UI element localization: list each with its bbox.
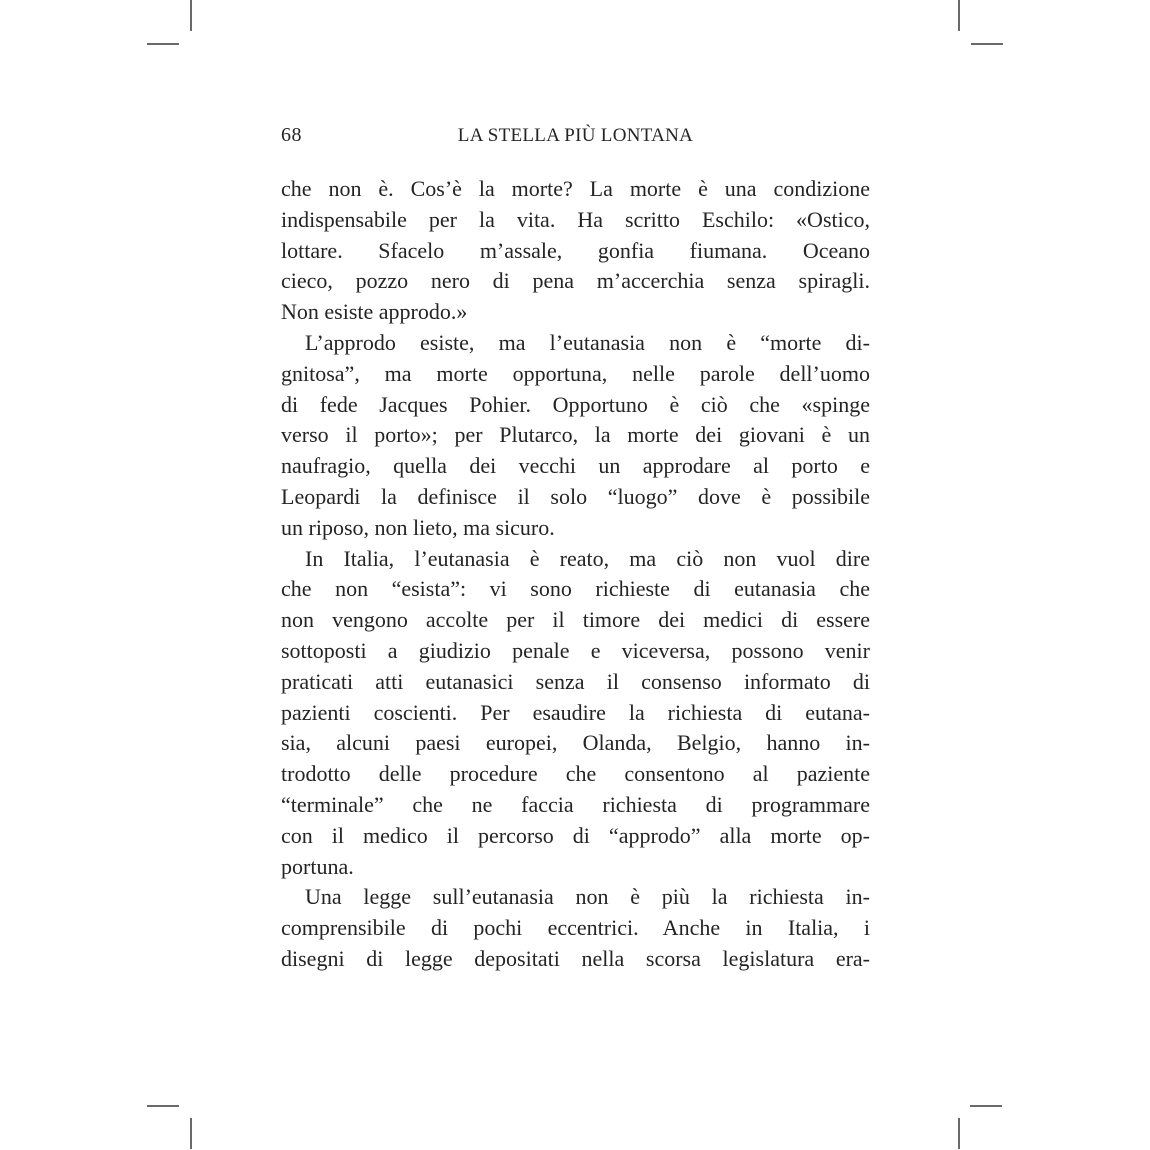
- crop-mark-bottom-right-vertical: [958, 1118, 960, 1149]
- crop-mark-top-left-vertical: [190, 0, 192, 31]
- text-line: che non “esista”: vi sono richieste di eutanasia che: [281, 576, 870, 602]
- text-line: sia, alcuni paesi europei, Olanda, Belgio, hanno in-: [281, 730, 870, 756]
- text-line: non vengono accolte per il timore dei medici di essere: [281, 607, 870, 633]
- crop-mark-bottom-left-vertical: [190, 1118, 192, 1149]
- text-line: un riposo, non lieto, ma sicuro.: [281, 514, 555, 540]
- text-line: disegni di legge depositati nella scorsa legislatura era-: [281, 945, 870, 971]
- text-line: verso il porto»; per Plutarco, la morte dei giovani è un: [281, 422, 870, 448]
- paragraph: [281, 174, 870, 328]
- text-line: che non è. Cos’è la morte? La morte è una condizione: [281, 176, 870, 201]
- text-line: lottare. Sfacelo m’assale, gonfia fiumana. Oceano: [281, 237, 870, 263]
- text-line: Non esiste approdo.»: [281, 299, 468, 325]
- crop-mark-top-right-vertical: [958, 0, 960, 31]
- text-line: In Italia, l’eutanasia è reato, ma ciò non vuol dire: [305, 545, 870, 571]
- text-line: praticati atti eutanasici senza il consenso informato di: [281, 668, 870, 694]
- text-line: cieco, pozzo nero di pena m’accerchia senza spiragli.: [281, 268, 870, 294]
- text-line: Leopardi la definisce il solo “luogo” dove è possibile: [281, 483, 870, 509]
- crop-mark-top-left-horizontal: [147, 43, 179, 45]
- running-title: LA STELLA PIÙ LONTANA: [457, 125, 694, 146]
- crop-mark-bottom-right-horizontal: [970, 1105, 1002, 1107]
- text-line: Una legge sull’eutanasia non è più la richiesta in-: [305, 884, 870, 910]
- text-line: con il medico il percorso di “approdo” alla morte op-: [281, 822, 870, 848]
- text-line: comprensibile di pochi eccentrici. Anche in Italia, i: [281, 915, 870, 941]
- text-line: “terminale” che ne faccia richiesta di programmare: [281, 791, 870, 817]
- crop-mark-top-right-horizontal: [971, 43, 1003, 45]
- paragraph: [281, 328, 870, 544]
- text-line: di fede Jacques Pohier. Opportuno è ciò che «spinge: [281, 391, 870, 417]
- text-line: gnitosa”, ma morte opportuna, nelle parole dell’uomo: [281, 360, 870, 386]
- text-line: naufragio, quella dei vecchi un approdare al porto e: [281, 453, 870, 479]
- text-line: indispensabile per la vita. Ha scritto Eschilo: «Ostico,: [281, 206, 870, 232]
- paragraph: [281, 544, 870, 883]
- text-line: portuna.: [281, 853, 354, 879]
- text-line: pazienti coscienti. Per esaudire la richiesta di eutana-: [281, 699, 870, 725]
- crop-mark-bottom-left-horizontal: [147, 1105, 179, 1107]
- text-line: sottoposti a giudizio penale e viceversa, possono venir: [281, 637, 870, 663]
- page-number: 68: [281, 124, 302, 146]
- text-block: [281, 174, 870, 975]
- paragraph: [281, 882, 870, 974]
- text-line: L’approdo esiste, ma l’eutanasia non è “morte di-: [305, 329, 870, 355]
- page-header: [281, 124, 870, 148]
- text-line: trodotto delle procedure che consentono al paziente: [281, 761, 870, 787]
